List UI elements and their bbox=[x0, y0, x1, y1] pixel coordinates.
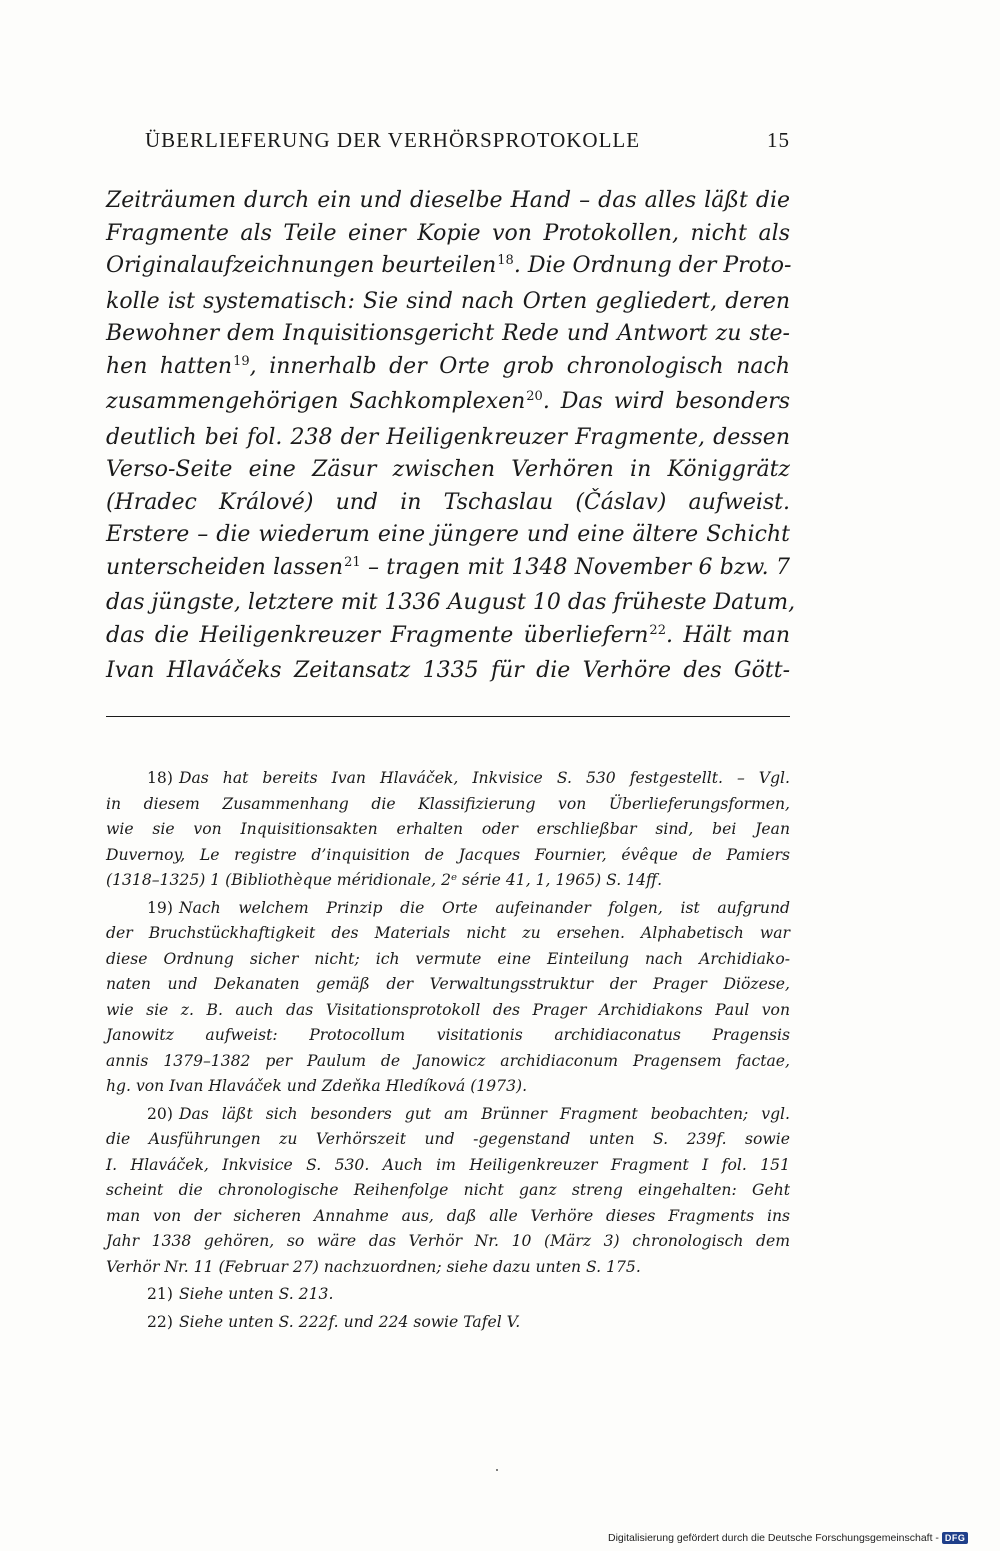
body-line-text: kolle ist systematisch: Sie sind nach Orten gegliedert, deren bbox=[106, 288, 790, 314]
footnote-line-text: Siehe unten S. 222f. und 224 sowie Tafel V. bbox=[178, 1312, 521, 1331]
footnote-line-text: der Bruchstückhaftigkeit des Materials nicht zu ersehen. Alphabetisch war bbox=[106, 924, 790, 942]
body-line bbox=[106, 620, 790, 656]
body-line bbox=[106, 286, 790, 319]
body-line bbox=[106, 386, 790, 422]
footnote-line bbox=[106, 1074, 790, 1100]
footnote-line bbox=[106, 1282, 790, 1308]
body-line bbox=[106, 454, 790, 487]
footnote-line-text: Jahr 1338 gehören, so wäre das Verhör Nr. 10 (März 3) chronologisch dem bbox=[106, 1232, 790, 1250]
body-line-text: deutlich bei fol. 238 der Heiligenkreuzer Fragmente, dessen bbox=[106, 424, 790, 450]
body-line-text: Verso-Seite eine Zäsur zwischen Verhören in Königgrätz bbox=[106, 457, 790, 482]
body-line-text-after: – tragen mit 1348 November 6 bzw. 7 bbox=[360, 554, 790, 580]
body-line bbox=[106, 655, 790, 688]
main-text bbox=[106, 185, 796, 688]
footnote-line bbox=[106, 1229, 790, 1255]
footnote-line bbox=[106, 1049, 790, 1075]
body-line-text: das jüngste, letztere mit 1336 August 10 das früheste Datum, bbox=[106, 590, 796, 615]
running-title: ÜBERLIEFERUNG DER VERHÖRSPROTOKOLLE bbox=[145, 128, 641, 152]
footnote-number: 19) bbox=[147, 898, 173, 917]
footnote-number: 18) bbox=[147, 769, 173, 787]
body-line-text: Originalaufzeichnungen beurteilen bbox=[106, 253, 497, 278]
footnote-line bbox=[106, 896, 790, 922]
footnote-line-text: I. Hlaváček, Inkvisice S. 530. Auch im Heiligenkreuzer Fragment I fol. 151 bbox=[106, 1155, 790, 1174]
body-line bbox=[106, 422, 790, 455]
footnote-line-text: (1318–1325) 1 (Bibliothèque méridionale, 2ᵉ série 41, 1, 1965) S. 14ff. bbox=[106, 871, 663, 889]
footnote-line-text: man von der sicheren Annahme aus, daß alle Verhöre dieses Fragments ins bbox=[106, 1206, 790, 1225]
footnote-line-text: Das hat bereits Ivan Hlaváček, Inkvisice S. 530 festgestellt. – Vgl. bbox=[178, 769, 790, 787]
footnotes bbox=[106, 766, 790, 1335]
footnote-line-text: naten und Dekanaten gemäß der Verwaltungsstruktur der Prager Diözese, bbox=[106, 975, 790, 993]
footnote-line-text: diese Ordnung sicher nicht; ich vermute eine Einteilung nach Archidiako- bbox=[106, 949, 790, 968]
footnote-line bbox=[106, 921, 790, 947]
body-line bbox=[106, 552, 790, 588]
footnote-line-text: scheint die chronologische Reihenfolge nicht ganz streng eingehalten: Geht bbox=[106, 1181, 790, 1199]
footnote-line bbox=[106, 1204, 790, 1230]
footnote-line bbox=[106, 766, 790, 792]
footnote-line bbox=[106, 792, 790, 818]
footnote-ref: 21 bbox=[344, 554, 361, 570]
footnote-line bbox=[106, 868, 790, 894]
body-line bbox=[106, 218, 790, 251]
body-line bbox=[106, 487, 790, 520]
footnote-line-text: Nach welchem Prinzip die Orte aufeinander folgen, ist aufgrund bbox=[178, 898, 790, 917]
footnote-number: 22) bbox=[147, 1312, 173, 1331]
body-line-text-after: . Hält man bbox=[665, 622, 790, 648]
footnote-line-text: die Ausführungen zu Verhörszeit und -gegenstand unten S. 239f. sowie bbox=[106, 1130, 790, 1148]
footnote-line bbox=[106, 1023, 790, 1049]
footnote-line-text: Janowitz aufweist: Protocollum visitationis archidiaconatus Pragensis bbox=[106, 1026, 790, 1044]
footnote bbox=[106, 766, 790, 894]
body-line bbox=[106, 519, 790, 552]
body-line bbox=[106, 351, 790, 387]
running-header bbox=[140, 128, 790, 158]
footnote-line bbox=[106, 998, 790, 1024]
body-line-text: Zeiträumen durch ein und dieselbe Hand – das alles läßt die bbox=[106, 188, 790, 213]
footnote bbox=[106, 1310, 790, 1336]
body-line bbox=[106, 185, 790, 218]
footnote-line-text: in diesem Zusammenhang die Klassifizierung von Überlieferungsformen, bbox=[106, 794, 790, 813]
footnote bbox=[106, 1102, 790, 1281]
body-line-text: das die Heiligenkreuzer Fragmente überliefern bbox=[106, 622, 649, 648]
body-line-text-after: . Die Ordnung der Proto- bbox=[513, 253, 792, 278]
body-line-text: zusammengehörigen Sachkomplexen bbox=[106, 389, 526, 414]
digitization-credit bbox=[608, 1531, 968, 1545]
body-line-text: Bewohner dem Inquisitionsgericht Rede und Antwort zu ste- bbox=[106, 321, 790, 346]
body-line-text: Fragmente als Teile einer Kopie von Protokollen, nicht als bbox=[106, 220, 790, 246]
footnote-line bbox=[106, 1102, 790, 1128]
footnote-ref: 22 bbox=[649, 622, 666, 638]
body-line-text: hen hatten bbox=[106, 353, 233, 379]
footnote bbox=[106, 1282, 790, 1308]
footnote-line bbox=[106, 1153, 790, 1179]
footnote-line-text: hg. von Ivan Hlaváček und Zdeňka Hledíková (1973). bbox=[106, 1077, 528, 1095]
footnote-line bbox=[106, 972, 790, 998]
footnote-number: 21) bbox=[147, 1285, 173, 1303]
body-line-text: (Hradec Králové) und in Tschaslau (Čáslav) aufweist. bbox=[106, 489, 790, 515]
footnote-ref: 20 bbox=[526, 389, 543, 404]
body-line-text: unterscheiden lassen bbox=[106, 554, 344, 580]
footnote-line-text: wie sie von Inquisitionsakten erhalten oder erschließbar sind, bei Jean bbox=[106, 820, 790, 838]
footnote-line-text: Das läßt sich besonders gut am Brünner Fragment beobachten; vgl. bbox=[178, 1104, 790, 1123]
footnote-line bbox=[106, 947, 790, 973]
footnote-line bbox=[106, 1178, 790, 1204]
footnote-ref: 18 bbox=[497, 253, 514, 268]
body-line-text-after: , innerhalb der Orte grob chronologisch nach bbox=[249, 353, 790, 379]
body-line bbox=[106, 250, 790, 286]
body-line bbox=[106, 587, 796, 620]
footnote-line bbox=[106, 1255, 790, 1281]
footnote bbox=[106, 896, 790, 1100]
body-line-text: Erstere – die wiederum eine jüngere und eine ältere Schicht bbox=[106, 522, 790, 547]
footnote-number: 20) bbox=[147, 1104, 173, 1123]
footnote-line bbox=[106, 1310, 790, 1336]
dfg-logo: DFG bbox=[942, 1532, 969, 1544]
body-line bbox=[106, 318, 790, 351]
footnote-separator bbox=[106, 716, 790, 717]
page-number: 15 bbox=[767, 128, 790, 152]
footnote-line-text: Duvernoy, Le registre d’inquisition de Jacques Fournier, évêque de Pamiers bbox=[106, 845, 790, 864]
digitization-credit-text: Digitalisierung gefördert durch die Deutsche Forschungsgemeinschaft - bbox=[608, 1532, 939, 1544]
footnote-ref: 19 bbox=[233, 353, 250, 369]
footnote-line-text: wie sie z. B. auch das Visitationsprotokoll des Prager Archidiakons Paul von bbox=[106, 1000, 790, 1019]
footnote-line-text: annis 1379–1382 per Paulum de Janowicz archidiaconum Pragensem factae, bbox=[106, 1051, 790, 1070]
footnote-line bbox=[106, 843, 790, 869]
body-line-text: Ivan Hlaváčeks Zeitansatz 1335 für die Verhöre des Gött- bbox=[106, 658, 790, 683]
footnote-line bbox=[106, 1127, 790, 1153]
footnote-line-text: Siehe unten S. 213. bbox=[178, 1285, 334, 1303]
footnote-line-text: Verhör Nr. 11 (Februar 27) nachzuordnen; siehe dazu unten S. 175. bbox=[106, 1257, 641, 1276]
page-speck bbox=[496, 1469, 498, 1471]
footnote-line bbox=[106, 817, 790, 843]
body-line-text-after: . Das wird besonders bbox=[542, 389, 791, 414]
